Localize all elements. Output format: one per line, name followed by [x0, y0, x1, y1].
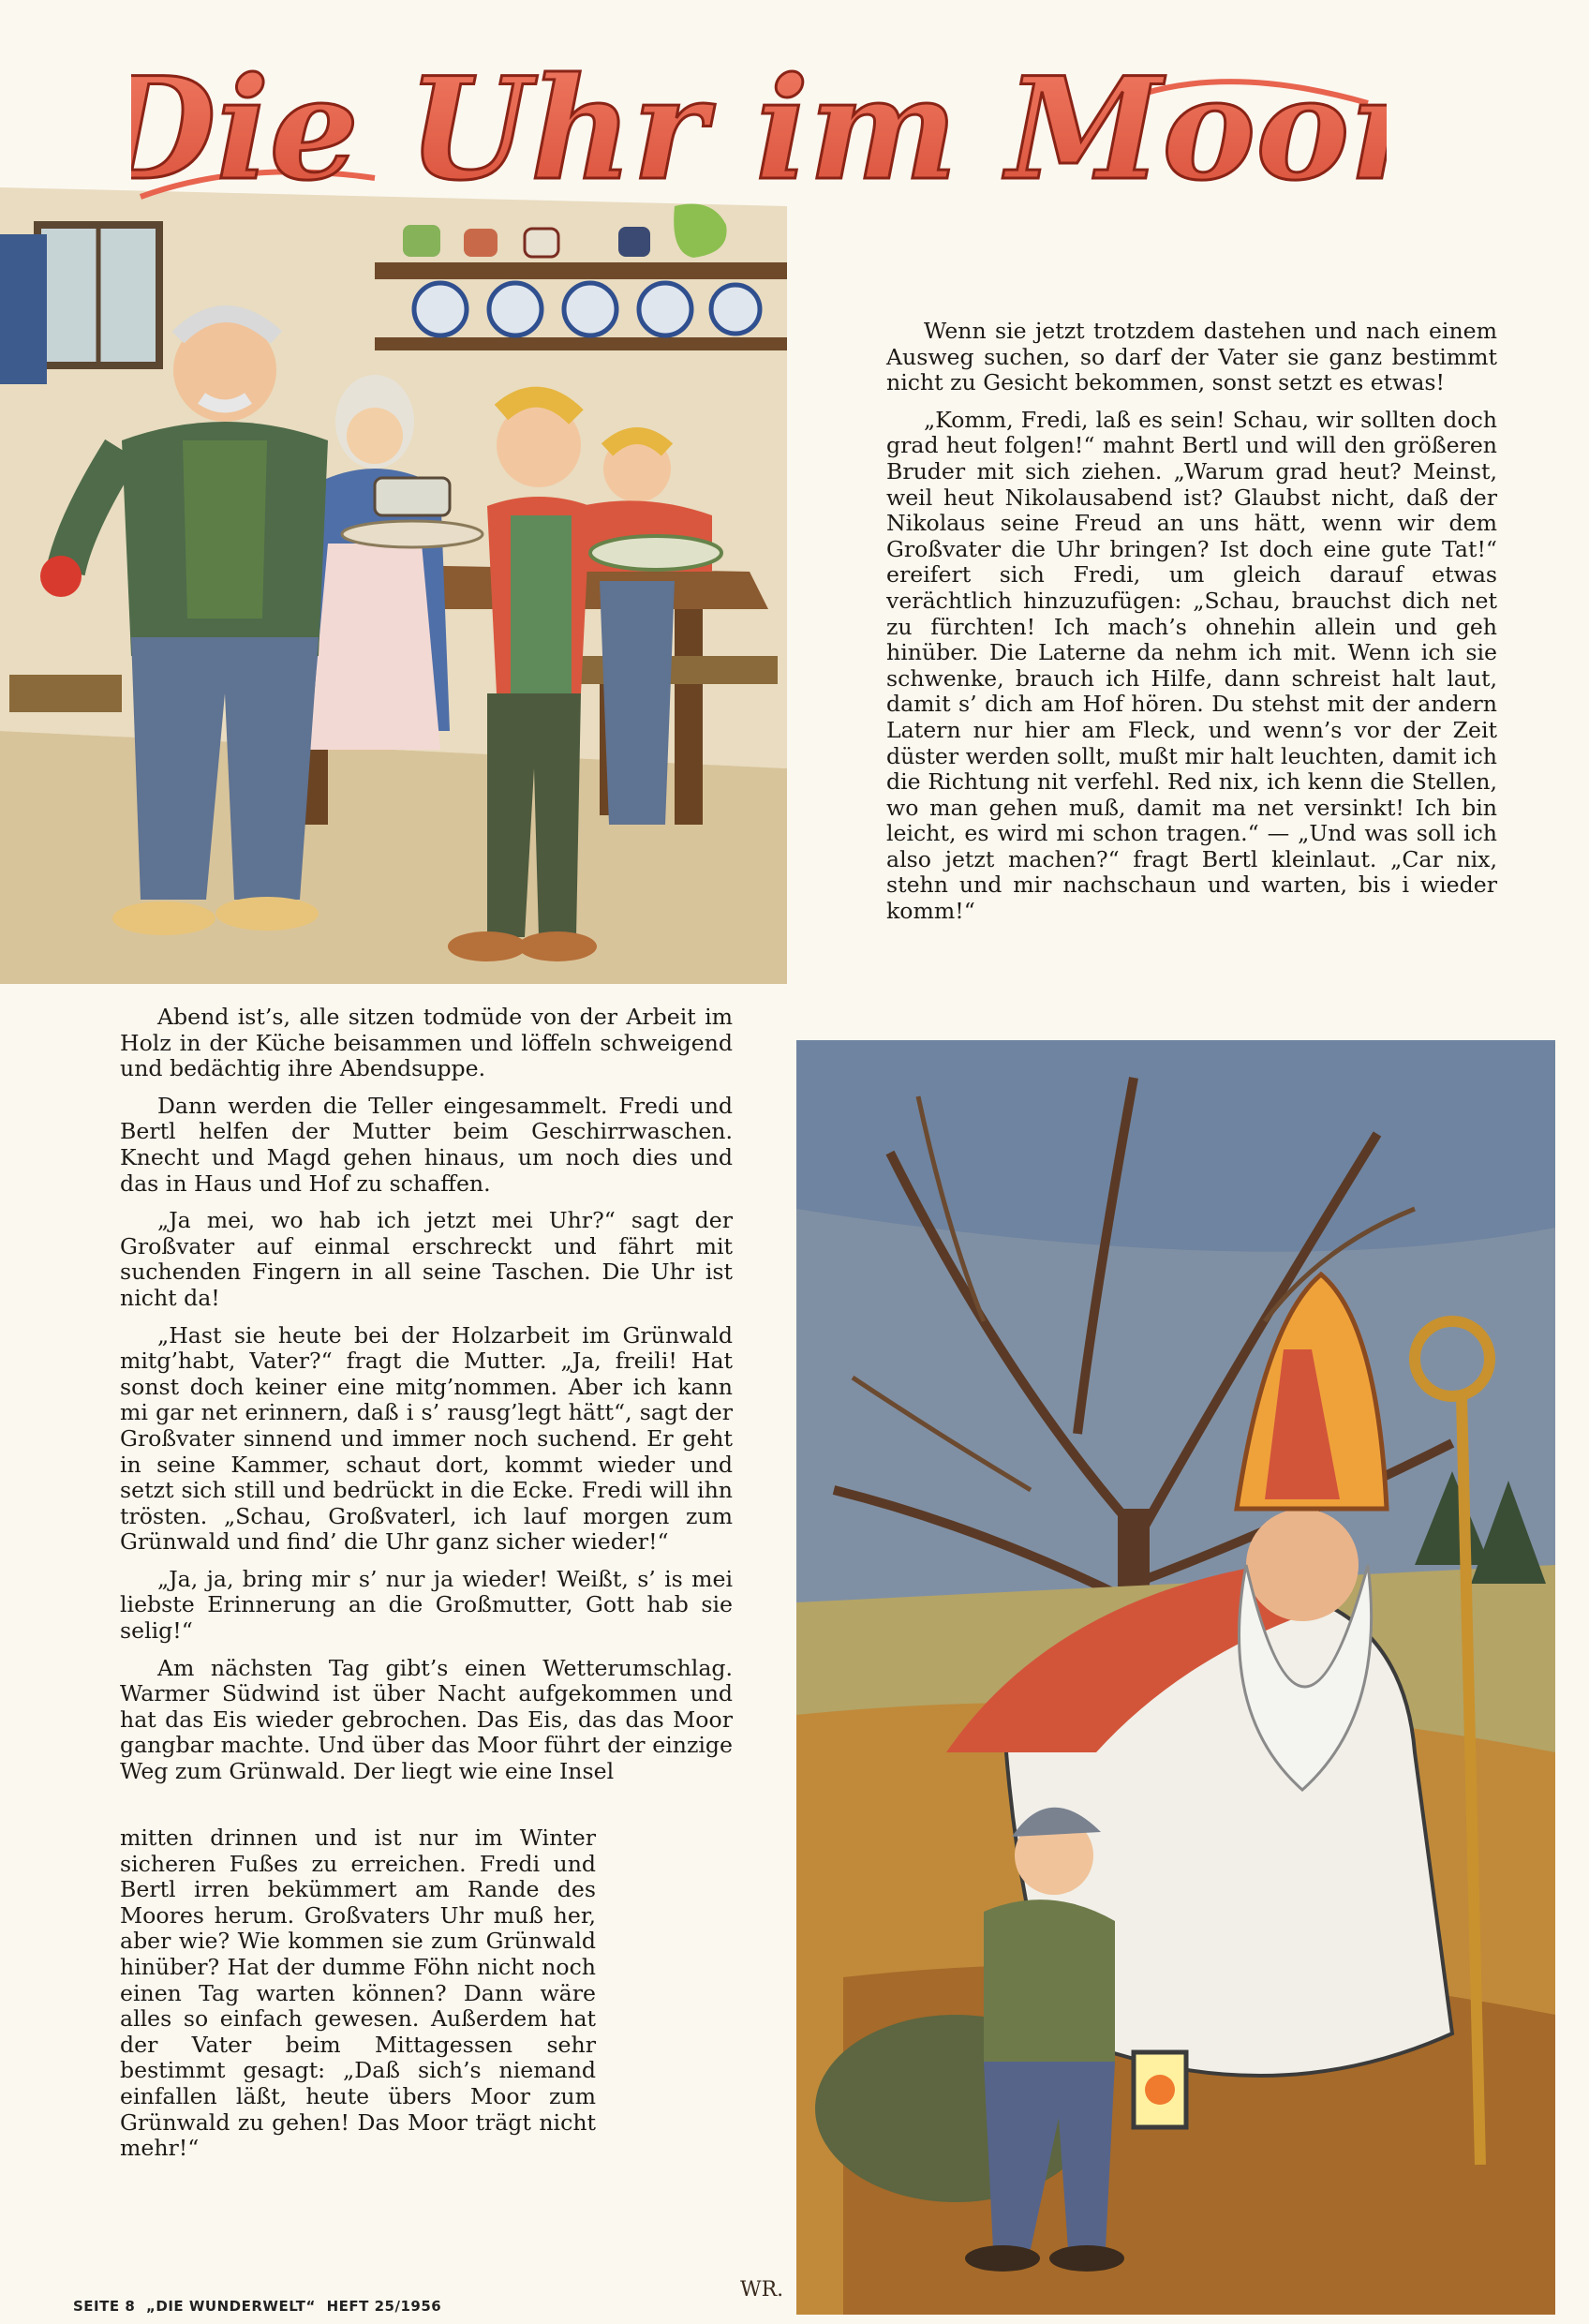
paragraph: „Hast sie heute bei der Holzarbeit im Grünwald mitg’habt, Vater?“ fragt die Mutter. „Ja, freili! Hat sonst doch keiner eine mitg’nommen. Aber ich kann mi gar net erinnern, daß i s’ rausg’legt hätt“, sagt der Großvater sinnend und immer noch suchend. Er geht in seine Kammer, schaut dort, kommt wieder und setzt sich still und bedrückt in die Ecke. Fredi will ihn trösten. „Schau, Großvaterl, ich lauf morgen zum Grünwald und find’ die Uhr ganz sicher wieder!“ — [120, 1321, 733, 1556]
page-footer — [73, 2298, 447, 2315]
magazine-name: „DIE WUNDERWELT“ — [146, 2298, 316, 2315]
artist-signature: WR. — [740, 2278, 784, 2302]
kitchen-illustration — [0, 169, 787, 984]
story-title — [131, 37, 1387, 234]
issue-number: HEFT 25/1956 — [326, 2298, 442, 2315]
paragraph: Wenn sie jetzt trotzdem dastehen und nach einem Ausweg suchen, so darf der Vater sie ganz bestimmt nicht zu Gesicht bekommen, sonst setzt es etwas! — [886, 318, 1497, 396]
title-text: Die Uhr im Moor — [131, 47, 1387, 212]
nikolaus-illustration — [609, 1040, 1555, 2315]
paragraph: Am nächsten Tag gibt’s einen Wetterumschlag. Warmer Südwind ist über Nacht aufgekommen und hat das Eis wieder gebrochen. Das Eis, das das Moor gangbar machte. Und über das Moor führt der einzige Weg zum Grünwald. Der liegt wie eine Insel — [120, 1654, 733, 1785]
paragraph: mitten drinnen und ist nur im Winter sicheren Fußes zu erreichen. Fredi und Bertl irren bekümmert am Rande des Moores herum. Großvaters Uhr muß her, aber wie? Wie kommen sie zum Grünwald hinüber? Hat der dumme Föhn nicht noch einen Tag warten können? Dann wäre alles so einfach gewesen. Außerdem hat der Vater beim Mittagessen sehr bestimmt gesagt: „Daß sich’s niemand einfallen läßt, heute übers Moor zum Grünwald zu gehen! Das Moor trägt nicht mehr!“ — [120, 1825, 596, 2162]
paragraph: „Komm, Fredi, laß es sein! Schau, wir sollten doch grad heut folgen!“ mahnt Bertl und will den größeren Bruder mit sich ziehen. „Warum grad heut? Meinst, weil heut Nikolausabend ist? Glaubst nicht, daß der Nikolaus seine Freud an uns hätt, wenn wir dem Großvater die Uhr bringen? Ist doch eine gute Tat!“ ereifert sich Fredi, um gleich darauf etwas verächtlich hinzuzufügen: „Schau, brauchst dich net zu fürchten! Ich mach’s ohnehin allein und geh hinüber. Die Laterne da nehm ich mit. Wenn ich sie schwenke, brauch ich Hilfe, dann schreist halt laut, damit s’ dich am Hof hören. Du stehst mit der andern Latern nur hier am Fleck, und wenn’s vor der Zeit düster werden sollt, mußt mir halt leuchten, damit ich die Richtung nit verfehl. Red nix, ich kenn die Stellen, wo man gehen muß, damit ma net versinkt! Ich bin leicht, es wird mi schon tragen.“ — „Und was soll ich also jetzt machen?“ fragt Bertl kleinlaut. „Car nix, stehn und mir nachschaun und warten, bis i wieder komm!“ — [886, 406, 1497, 925]
paragraph: Dann werden die Teller eingesammelt. Fredi und Bertl helfen der Mutter beim Geschirrwaschen. Knecht und Magd gehen hinaus, um noch dies und das in Haus und Hof zu schaffen. — [120, 1092, 733, 1197]
text-column-right — [886, 319, 1497, 936]
paragraph: Abend ist’s, alle sitzen todmüde von der Arbeit im Holz in der Küche beisammen und löffeln schweigend und bedächtig ihre Abendsuppe. — [120, 1004, 733, 1082]
text-column-left-narrow — [120, 1825, 596, 2173]
kitchen-scene — [0, 169, 787, 984]
paragraph: „Ja, ja, bring mir s’ nur ja wieder! Weißt, s’ is mei liebste Erinnerung an die Großmutter, Gott hab sie selig!“ — [120, 1565, 733, 1645]
paragraph: „Ja mei, wo hab ich jetzt mei Uhr?“ sagt der Großvater auf einmal erschreckt und fährt mit suchenden Fingern in all seine Taschen. Die Uhr ist nicht da! — [120, 1207, 733, 1311]
nikolaus-scene — [609, 1040, 1555, 2315]
page-number: SEITE 8 — [73, 2298, 136, 2315]
title-lettering — [131, 37, 1387, 234]
